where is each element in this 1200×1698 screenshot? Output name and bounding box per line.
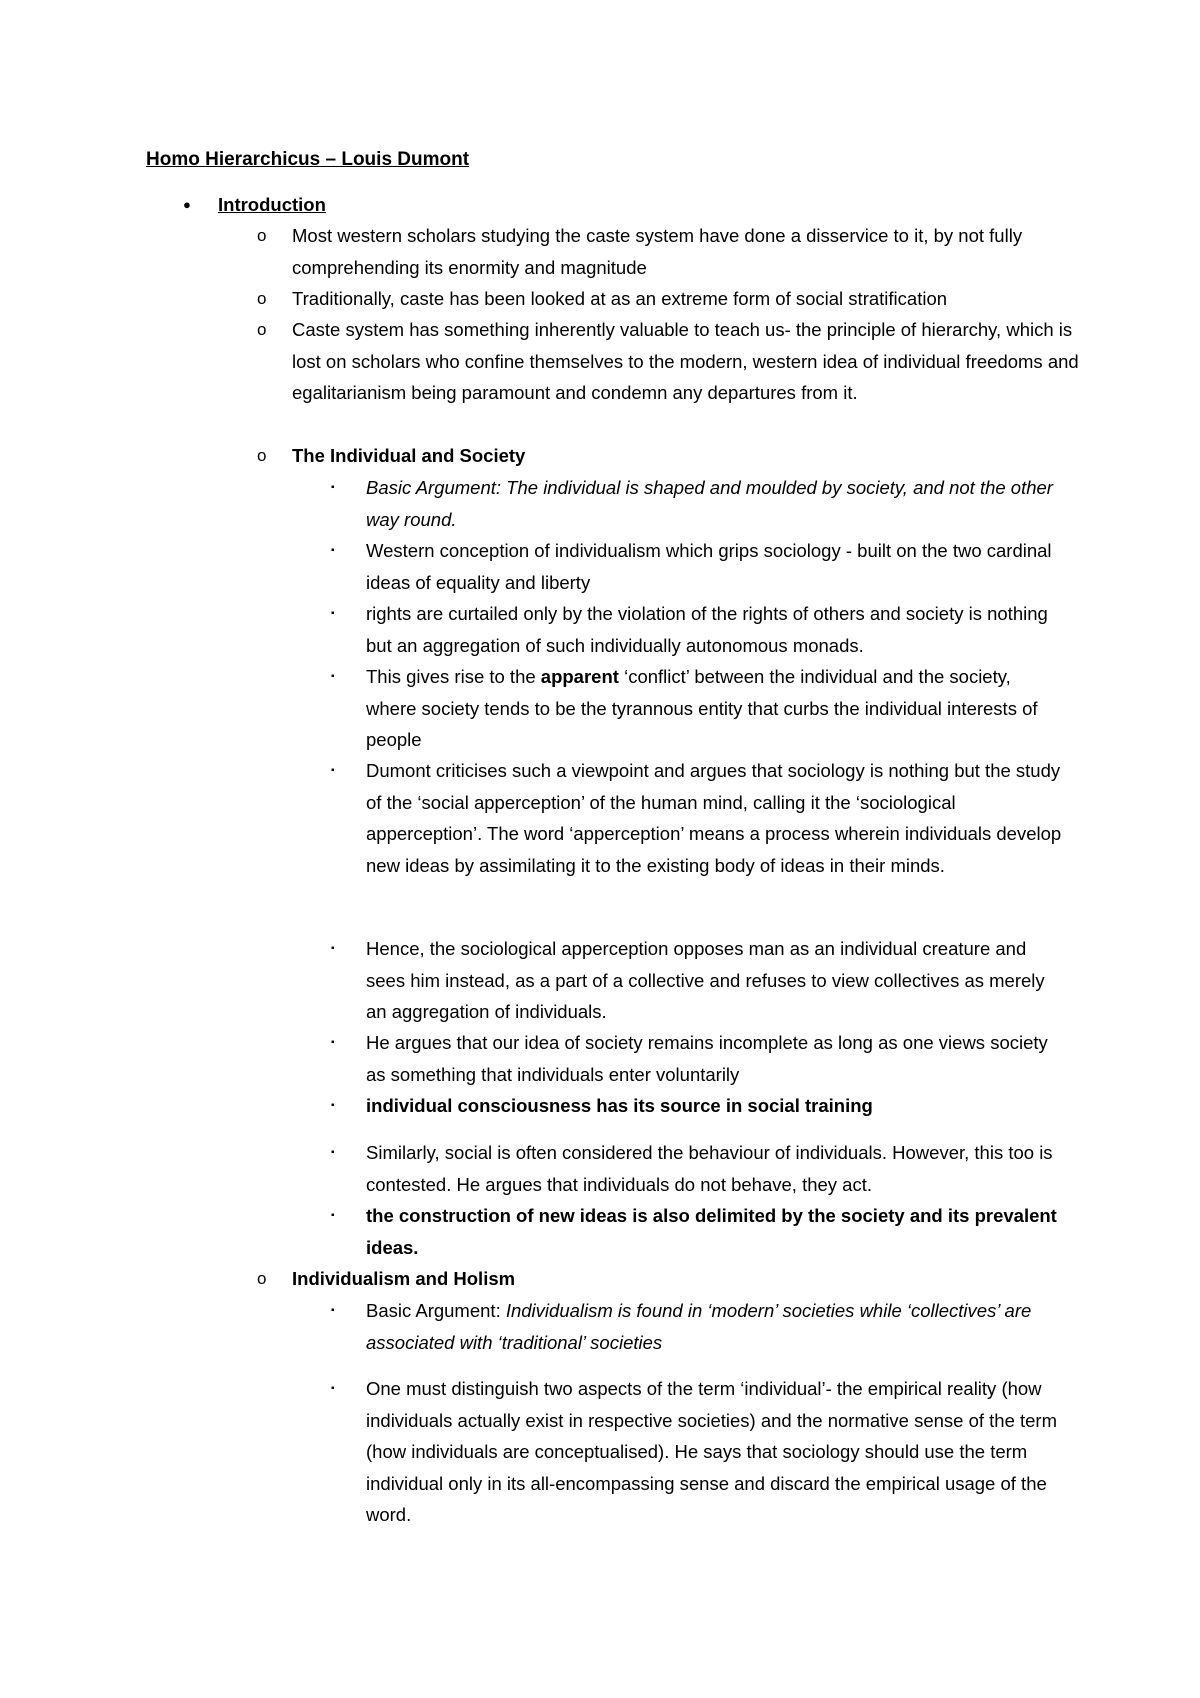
circle-bullet-icon: o xyxy=(257,226,267,245)
square-bullet-icon: ▪ xyxy=(331,671,335,682)
list-item: Caste system has something inherently valuable to teach us- the principle of hierarchy, which is lost on scholars who confine themselves to the modern, western idea of individual freedoms and egalitarianism being paramount and condemn any departures from it. xyxy=(292,319,1079,403)
circle-bullet-icon: o xyxy=(257,1269,267,1288)
list-item: Western conception of individualism which grips sociology - built on the two cardinal ideas of equality and liberty xyxy=(366,540,1052,593)
list-item: rights are curtailed only by the violation of the rights of others and society is nothing but an aggregation of such individually autonomous monads. xyxy=(366,603,1048,656)
subsection-heading-individual-society: The Individual and Society xyxy=(292,445,526,466)
section-heading-introduction: Introduction xyxy=(218,194,326,215)
list-item: He argues that our idea of society remains incomplete as long as one views society as something that individuals enter voluntarily xyxy=(366,1032,1048,1085)
square-bullet-icon: ▪ xyxy=(331,1037,335,1048)
square-bullet-icon: ▪ xyxy=(331,943,335,954)
square-bullet-icon: ▪ xyxy=(331,1383,335,1394)
text-run: Basic Argument: xyxy=(366,1300,506,1321)
circle-bullet-icon: o xyxy=(257,446,267,465)
list-item: individual consciousness has its source in social training xyxy=(366,1095,873,1116)
disc-bullet-icon: ● xyxy=(183,197,191,212)
list-item: Traditionally, caste has been looked at as an extreme form of social stratification xyxy=(292,288,948,309)
emphasis-text: apparent xyxy=(540,666,619,687)
list-item: Hence, the sociological apperception opposes man as an individual creature and sees him instead, as a part of a collective and refuses to view collectives as merely an aggregation of individuals. xyxy=(366,938,1045,1022)
square-bullet-icon: ▪ xyxy=(331,1210,335,1221)
list-item: the construction of new ideas is also delimited by the society and its prevalent ideas. xyxy=(366,1205,1057,1258)
list-item xyxy=(366,1295,1066,1358)
emphasis-text: Individualism is found in ‘modern’ societies while ‘collectives’ are associated with ‘traditional’ societies xyxy=(366,1300,1032,1353)
square-bullet-icon: ▪ xyxy=(331,765,335,776)
list-item: Dumont criticises such a viewpoint and argues that sociology is nothing but the study of the ‘social apperception’ of the human mind, calling it the ‘sociological apperception’. The word ‘apperception’ means a process wherein individuals develop new ideas by assimilating it to the existing body of ideas in their minds. xyxy=(366,760,1062,876)
document-title: Homo Hierarchicus – Louis Dumont xyxy=(146,149,470,170)
square-bullet-icon: ▪ xyxy=(331,482,335,493)
list-item xyxy=(366,661,1066,756)
list-item: One must distinguish two aspects of the term ‘individual’- the empirical reality (how individuals actually exist in respective societies) and the normative sense of the term (how individuals are conceptualised). He says that sociology should use the term individual only in its all-encompassing sense and discard the empirical usage of the word. xyxy=(366,1378,1058,1525)
text-run: This gives rise to the xyxy=(366,666,541,687)
list-item: Similarly, social is often considered the behaviour of individuals. However, this too is contested. He argues that individuals do not behave, they act. xyxy=(366,1142,1053,1195)
square-bullet-icon: ▪ xyxy=(331,1147,335,1158)
text-run: ‘conflict’ between the individual and the society, where society tends to be the tyrannous entity that curbs the individual interests of people xyxy=(366,666,1038,750)
square-bullet-icon: ▪ xyxy=(331,1100,335,1111)
square-bullet-icon: ▪ xyxy=(331,608,335,619)
subsection-heading-individualism-holism: Individualism and Holism xyxy=(292,1268,516,1289)
list-item: Most western scholars studying the caste system have done a disservice to it, by not fully comprehending its enormity and magnitude xyxy=(292,225,1023,278)
circle-bullet-icon: o xyxy=(257,289,267,308)
list-item: Basic Argument: The individual is shaped and moulded by society, and not the other way round. xyxy=(366,477,1053,530)
square-bullet-icon: ▪ xyxy=(331,1305,335,1316)
square-bullet-icon: ▪ xyxy=(331,545,335,556)
circle-bullet-icon: o xyxy=(257,320,267,339)
